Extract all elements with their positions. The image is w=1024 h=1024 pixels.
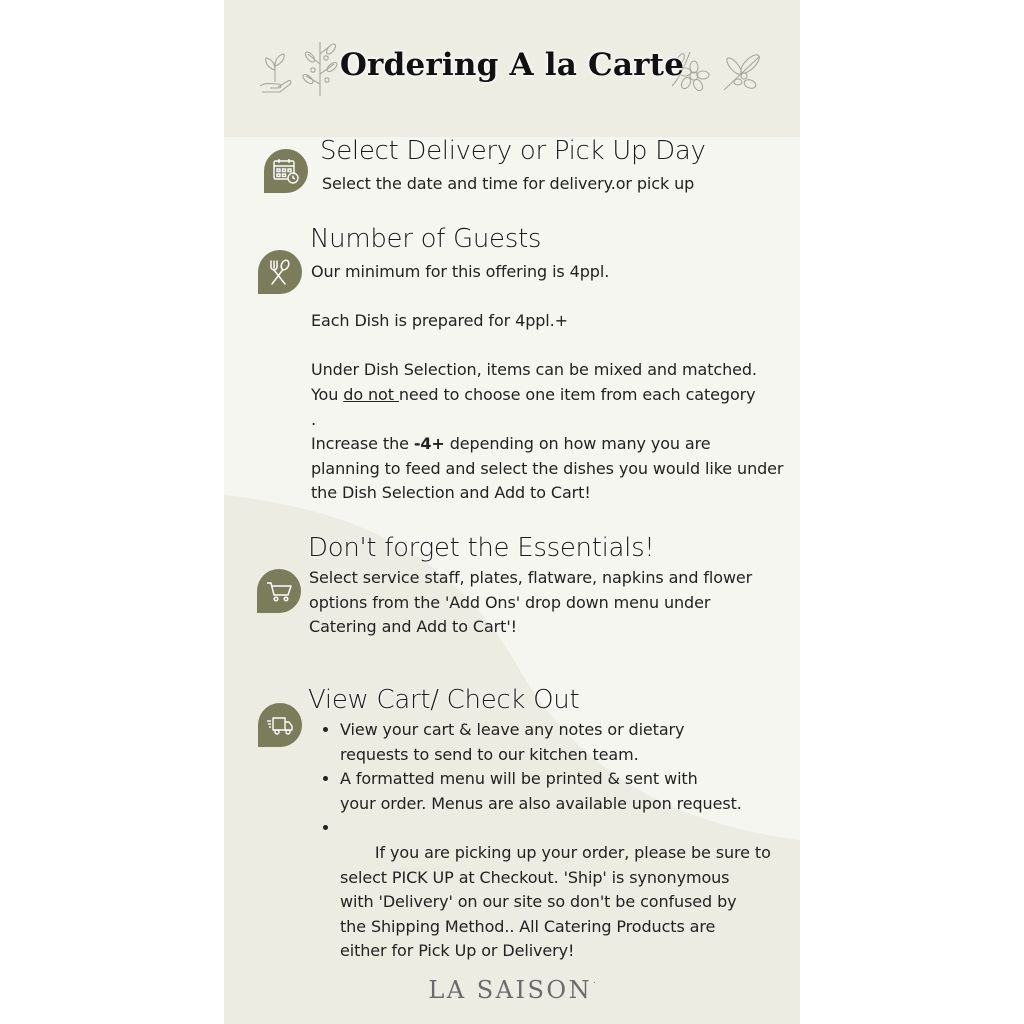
section-text-essentials bbox=[309, 566, 752, 640]
calendar-badge bbox=[264, 149, 308, 193]
text-line: You do not need to choose one item from each category bbox=[311, 384, 756, 404]
underlined-emphasis: do not bbox=[343, 384, 399, 404]
list-item: • View your cart & leave any notes or dietary requests to send to our kitchen team. bbox=[340, 718, 771, 767]
text-line: Select the date and time for delivery.or pick up bbox=[322, 174, 695, 193]
brand-logo: LA SAISON. bbox=[428, 976, 596, 1004]
cart-badge bbox=[257, 569, 301, 613]
text-line: Under Dish Selection, items can be mixed and matched. bbox=[311, 360, 757, 380]
text-line: Select service staff, plates, flatware, napkins and flower bbox=[309, 568, 753, 587]
section-heading-delivery: Select Delivery or Pick Up Day bbox=[320, 136, 706, 166]
section-heading-checkout: View Cart/ Check Out bbox=[308, 685, 580, 715]
section-heading-essentials: Don't forget the Essentials! bbox=[308, 533, 655, 563]
text-line: options from the 'Add Ons' drop down menu under bbox=[309, 592, 711, 612]
section-text-delivery bbox=[322, 172, 694, 197]
delivery-truck-icon bbox=[266, 711, 294, 739]
shopping-cart-icon bbox=[265, 577, 293, 605]
text-line: Each Dish is prepared for 4ppl.+ bbox=[311, 311, 568, 331]
text-line: . bbox=[311, 409, 316, 429]
text-line: Catering and Add to Cart'! bbox=[309, 617, 517, 637]
section-text-guests bbox=[311, 260, 783, 506]
list-item: • A formatted menu will be printed & sent with your order. Menus are also available upon request. bbox=[340, 767, 771, 816]
section-heading-guests: Number of Guests bbox=[310, 224, 542, 254]
text-line: Our minimum for this offering is 4ppl. bbox=[311, 262, 610, 281]
list-item: • If you are picking up your order, please be sure to select PICK UP at Checkout. 'Ship' is synonymous with 'Delivery' on our site so don't be confused by the Shipping Method.. All Catering Products are either for Pick Up or Delivery! bbox=[340, 816, 771, 988]
info-card bbox=[224, 0, 800, 1024]
truck-badge bbox=[258, 703, 302, 747]
text-line: the Dish Selection and Add to Cart! bbox=[311, 483, 591, 503]
utensils-badge bbox=[258, 250, 302, 294]
text-line: Increase the -4+ depending on how many you are bbox=[311, 434, 711, 454]
text-line: planning to feed and select the dishes you would like under bbox=[311, 458, 784, 478]
page-title: Ordering A la Carte bbox=[339, 47, 685, 83]
calendar-icon bbox=[272, 157, 300, 185]
fork-spoon-icon bbox=[266, 258, 294, 286]
checkout-bullet-list bbox=[308, 718, 771, 989]
quantity-stepper-label: -4+ bbox=[413, 434, 445, 454]
